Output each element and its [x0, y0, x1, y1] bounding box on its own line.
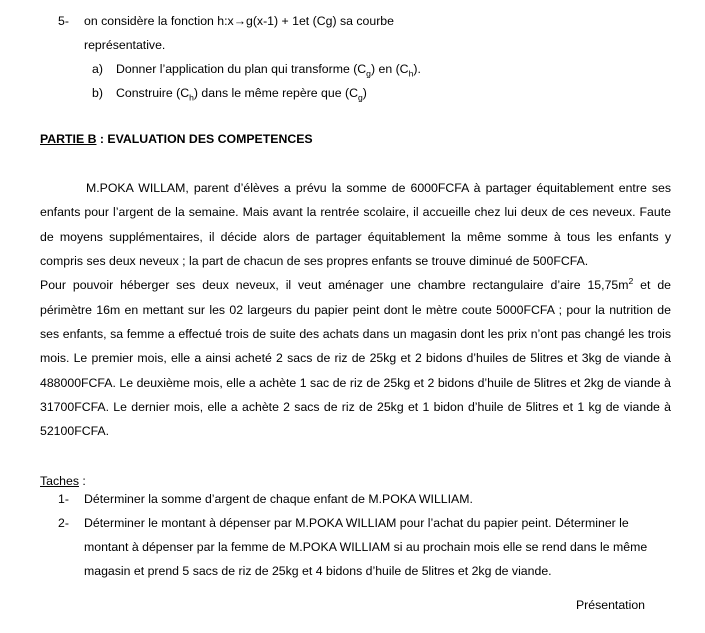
exercise-item-5 — [58, 10, 671, 58]
list-item-text: Déterminer le montant à dépenser par M.POKA WILLIAM pour l’achat du papier peint. Déterminer le montant à dépenser par la femme de M.POKA WILLIAM si au prochain mois elle se rend dans le même magasin et prend 5 sacs de riz de 25kg et 4 bidons d’huile de 5litres et 2kg de viande. — [84, 515, 648, 578]
footer-presentation: Présentation — [575, 597, 645, 612]
taches-label: Taches — [40, 473, 79, 488]
exercise-subitem-a — [92, 58, 671, 82]
subitem-a-sub2: h — [408, 68, 414, 79]
exercise-item-5-line1: on considère la fonction h:x→g(x-1) + 1et (Cg) sa courbe — [84, 14, 394, 28]
list-marker: a) — [92, 61, 103, 76]
section-heading-partie-b — [40, 132, 671, 146]
subitem-b-sub2: g — [357, 92, 363, 103]
list-marker: 5- — [58, 14, 69, 28]
partie-b-rest: : EVALUATION DES COMPETENCES — [96, 131, 313, 146]
paragraph-2-part-1: Pour pouvoir héberger ses deux neveux, il veut aménager une chambre rectangulaire d’aire 15,75m — [40, 278, 629, 293]
subitem-a-text-before: Donner l’application du plan qui transforme (C — [116, 61, 367, 76]
subitem-b-text-after: ) — [362, 85, 367, 100]
body-paragraph-2 — [40, 273, 671, 443]
list-item-text: Déterminer la somme d’argent de chaque enfant de M.POKA WILLIAM. — [84, 491, 473, 506]
exercise-item-5-line2: représentative. — [84, 37, 166, 52]
subitem-a-text-after: ). — [413, 61, 421, 76]
tache-item-1 — [58, 488, 671, 512]
list-marker: b) — [92, 85, 103, 100]
exercise-subitem-b — [92, 82, 671, 106]
list-item-text — [84, 10, 671, 58]
list-marker: 2- — [58, 515, 69, 530]
subitem-b-text-before: Construire (C — [116, 85, 190, 100]
taches-colon: : — [78, 473, 86, 488]
taches-heading — [40, 474, 671, 488]
list-item-text — [116, 58, 671, 82]
list-item-text — [116, 82, 671, 106]
list-marker: 1- — [58, 491, 69, 506]
subitem-a-text-mid: ) en (C — [370, 61, 409, 76]
subitem-a-sub1: g — [366, 68, 371, 79]
subitem-b-text-mid: ) dans le même repère que (C — [193, 85, 358, 100]
subitem-b-sub1: h — [189, 92, 194, 103]
paragraph-2-part-2: et de périmètre 16m en mettant sur les 02 largeurs du papier peint dont le mètre coute 5000FCFA ; pour la nutrition de ses enfants, sa femme a effectué trois de suite des achats dans un magasin dont les prix n’ont pas changé les trois mois. Le premier mois, elle a ainsi acheté 2 sacs de riz de 25kg et 2 bidons d’huiles de 5litres et 3kg de viande à 488000FCFA. Le deuxième mois, elle a achète 1 sac de riz de 25kg et 2 bidons d’huile de 5litres et 2kg de viande à 31700FCFA. Le dernier mois, elle a achète 2 sacs de riz de 25kg et 1 bidon d’huile de 5litres et 1 kg de viande à 52100FCFA. — [40, 278, 671, 439]
area-unit-exponent: 2 — [628, 276, 634, 287]
tache-item-2 — [58, 512, 671, 584]
partie-b-label: PARTIE B — [40, 131, 97, 146]
body-paragraph-1: M.POKA WILLAM, parent d’élèves a prévu la somme de 6000FCFA à partager équitablement entre ses enfants pour l’argent de la semaine. Mais avant la rentrée scolaire, il accueille chez lui deux de ces neveux. Faute de moyens supplémentaires, il décide alors de partager équitablement la même somme à tous les enfants y compris ses deux neveux ; la part de chacun de ses propres enfants se trouve diminué de 500FCFA. — [40, 180, 671, 268]
